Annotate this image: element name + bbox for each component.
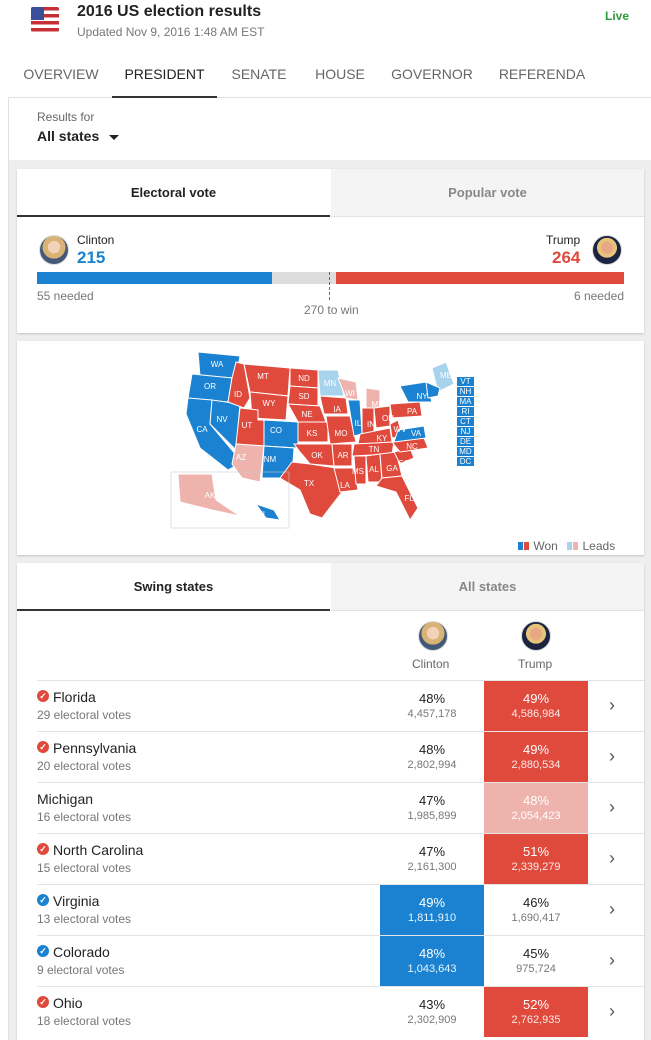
legend-leads-label: Leads (582, 539, 616, 553)
live-badge: Live (604, 9, 629, 23)
svg-text:AZ: AZ (235, 453, 247, 462)
svg-text:WV: WV (393, 425, 407, 434)
us-electoral-map[interactable] (170, 352, 476, 530)
svg-text:LA: LA (340, 481, 350, 490)
tab-president[interactable]: PRESIDENT (112, 52, 217, 98)
electoral-votes: 18 electoral votes (37, 1014, 132, 1028)
state-box-ri[interactable]: RI (457, 407, 474, 416)
trump-avatar (592, 235, 622, 265)
svg-text:PA: PA (406, 407, 418, 416)
svg-text:KS: KS (306, 429, 318, 438)
state-box-ma[interactable]: MA (457, 397, 474, 406)
clinton-percent: 48% (418, 946, 446, 961)
svg-text:NE: NE (301, 410, 313, 419)
svg-text:NM: NM (263, 455, 277, 464)
winner-check-icon: ✓ (37, 996, 49, 1008)
state-row[interactable] (37, 680, 644, 731)
trump-result-cell (484, 783, 588, 833)
state-row[interactable] (37, 884, 644, 935)
clinton-electoral-bar (37, 272, 272, 284)
winner-check-icon: ✓ (37, 741, 49, 753)
svg-text:SC: SC (398, 459, 410, 468)
electoral-votes: 15 electoral votes (37, 861, 132, 875)
clinton-votes: 2,161,300 (407, 861, 457, 873)
state-box-nh[interactable]: NH (457, 387, 474, 396)
tab-electoral-vote[interactable]: Electoral vote (17, 169, 330, 217)
chevron-right-icon[interactable]: › (609, 746, 615, 766)
chevron-down-icon[interactable] (109, 135, 119, 140)
trump-column-header: Trump (518, 657, 553, 671)
svg-text:OH: OH (382, 414, 394, 423)
trump-result-cell (484, 885, 588, 935)
tab-senate[interactable]: SENATE (231, 66, 287, 82)
trump-percent: 49% (522, 691, 550, 706)
state-box-md[interactable]: MD (457, 447, 474, 456)
tab-popular-vote[interactable]: Popular vote (331, 169, 644, 217)
trump-votes: 2,339,279 (511, 861, 561, 873)
state-name: Virginia (53, 893, 100, 909)
svg-text:NY: NY (416, 392, 428, 401)
svg-text:FL: FL (404, 494, 414, 503)
state-filter-dropdown[interactable]: All states (37, 128, 100, 144)
clinton-percent: 48% (418, 742, 446, 757)
winner-check-icon: ✓ (37, 690, 49, 702)
trump-percent: 49% (522, 742, 550, 757)
chevron-right-icon[interactable]: › (609, 695, 615, 715)
state-name: North Carolina (53, 842, 144, 858)
clinton-votes: 1,985,899 (407, 810, 457, 822)
svg-text:WA: WA (210, 360, 224, 369)
section-tabs (9, 52, 651, 98)
svg-text:GA: GA (386, 464, 398, 473)
svg-text:NV: NV (216, 415, 228, 424)
chevron-right-icon[interactable]: › (609, 848, 615, 868)
clinton-votes: 2,302,909 (407, 1014, 457, 1026)
trump-result-cell (484, 834, 588, 884)
winner-check-icon: ✓ (37, 843, 49, 855)
state-box-dc[interactable]: DC (457, 457, 474, 466)
trump-needed: 6 needed (573, 289, 624, 303)
left-divider (8, 97, 9, 1040)
tab-overview[interactable]: OVERVIEW (23, 66, 99, 82)
legend-rep-swatch (524, 542, 529, 550)
svg-text:NC: NC (406, 442, 418, 451)
svg-text:AK: AK (204, 491, 216, 500)
clinton-result-cell (380, 987, 484, 1037)
legend-dem-swatch (518, 542, 523, 550)
clinton-electoral-votes: 215 (77, 248, 106, 267)
clinton-result-cell (380, 732, 484, 782)
svg-text:MT: MT (257, 372, 269, 381)
page-title: 2016 US election results (77, 3, 262, 20)
chevron-right-icon[interactable]: › (609, 899, 615, 919)
clinton-votes: 1,043,643 (407, 963, 457, 975)
clinton-needed: 55 needed (37, 289, 94, 303)
header (0, 0, 651, 48)
state-name: Florida (53, 689, 96, 705)
legend-won-label: Won (533, 539, 558, 553)
electoral-votes: 29 electoral votes (37, 708, 132, 722)
svg-text:HI: HI (257, 510, 265, 519)
winner-check-icon: ✓ (37, 894, 49, 906)
svg-text:WI: WI (345, 389, 355, 398)
svg-text:MO: MO (334, 429, 348, 438)
clinton-percent: 47% (418, 793, 446, 808)
clinton-column-header: Clinton (412, 657, 450, 671)
chevron-right-icon[interactable]: › (609, 1001, 615, 1021)
us-flag-icon (31, 7, 59, 32)
clinton-result-cell (380, 783, 484, 833)
results-for-label: Results for (37, 110, 95, 124)
state-name: Ohio (53, 995, 83, 1011)
svg-text:AL: AL (369, 465, 379, 474)
svg-text:IA: IA (333, 405, 341, 414)
clinton-percent: 47% (418, 844, 446, 859)
trump-percent: 48% (522, 793, 550, 808)
state-box-vt[interactable]: VT (457, 377, 474, 386)
state-row[interactable] (37, 782, 644, 833)
svg-text:CA: CA (196, 425, 208, 434)
svg-text:SD: SD (298, 392, 310, 401)
trump-result-cell (484, 936, 588, 986)
trump-percent: 51% (522, 844, 550, 859)
trump-votes: 975,724 (516, 963, 556, 975)
clinton-result-cell (380, 936, 484, 986)
trump-votes: 2,762,935 (511, 1014, 561, 1026)
trump-result-cell (484, 987, 588, 1037)
svg-text:WY: WY (262, 399, 276, 408)
trump-percent: 52% (522, 997, 550, 1012)
chevron-right-icon[interactable]: › (609, 950, 615, 970)
svg-text:OR: OR (204, 382, 216, 391)
tab-swing-states[interactable]: Swing states (17, 563, 330, 611)
state-box-ct[interactable]: CT (457, 417, 474, 426)
state-row[interactable] (37, 986, 644, 1037)
trump-result-cell (484, 732, 588, 782)
svg-text:KY: KY (376, 434, 388, 443)
clinton-percent: 48% (418, 691, 446, 706)
trump-votes: 2,054,423 (511, 810, 561, 822)
clinton-votes: 4,457,178 (407, 708, 457, 720)
tab-governor[interactable]: GOVERNOR (391, 66, 473, 82)
trump-result-cell (484, 681, 588, 731)
clinton-name: Clinton (77, 233, 115, 247)
tab-all-states[interactable]: All states (331, 563, 644, 611)
state-box-nj[interactable]: NJ (457, 427, 474, 436)
trump-votes: 4,586,984 (511, 708, 561, 720)
clinton-percent: 43% (418, 997, 446, 1012)
legend-dem-lead-swatch (567, 542, 572, 550)
trump-column-avatar (521, 621, 551, 651)
clinton-result-cell (380, 885, 484, 935)
svg-text:TN: TN (368, 445, 380, 454)
win-threshold-marker (329, 272, 330, 300)
trump-percent: 45% (522, 946, 550, 961)
trump-name: Trump (546, 233, 581, 247)
legend-rep-lead-swatch (573, 542, 578, 550)
electoral-votes: 13 electoral votes (37, 912, 132, 926)
winner-check-icon: ✓ (37, 945, 49, 957)
svg-text:AR: AR (337, 451, 349, 460)
trump-votes: 1,690,417 (511, 912, 561, 924)
clinton-avatar (39, 235, 69, 265)
northeast-state-boxes (457, 377, 474, 467)
svg-text:IN: IN (367, 420, 375, 429)
electoral-votes: 9 electoral votes (37, 963, 125, 977)
trump-electoral-bar (336, 272, 624, 284)
clinton-votes: 2,802,994 (407, 759, 457, 771)
svg-text:TX: TX (303, 479, 315, 488)
trump-electoral-votes: 264 (552, 248, 581, 267)
chevron-right-icon[interactable]: › (609, 797, 615, 817)
clinton-votes: 1,811,910 (407, 912, 457, 924)
state-name: Colorado (53, 944, 110, 960)
tab-house[interactable]: HOUSE (315, 66, 365, 82)
svg-text:ND: ND (298, 374, 310, 383)
clinton-column-avatar (418, 621, 448, 651)
clinton-percent: 49% (418, 895, 446, 910)
map-legend (518, 539, 615, 553)
win-threshold-label: 270 to win (304, 303, 359, 317)
state-row[interactable] (37, 833, 644, 884)
svg-text:CO: CO (270, 426, 282, 435)
state-az[interactable] (232, 444, 264, 482)
svg-text:MS: MS (352, 467, 364, 476)
svg-text:ME: ME (440, 371, 452, 380)
trump-votes: 2,880,534 (511, 759, 561, 771)
updated-timestamp: Updated Nov 9, 2016 1:48 AM EST (77, 25, 265, 39)
clinton-result-cell (380, 681, 484, 731)
svg-text:IL: IL (354, 419, 362, 428)
state-name: Michigan (37, 791, 94, 807)
svg-text:VA: VA (410, 429, 422, 438)
svg-text:OK: OK (311, 451, 323, 460)
electoral-votes: 20 electoral votes (37, 759, 132, 773)
state-row[interactable] (37, 935, 644, 986)
state-box-de[interactable]: DE (457, 437, 474, 446)
clinton-result-cell (380, 834, 484, 884)
tab-referenda[interactable]: REFERENDA (498, 66, 586, 82)
svg-text:UT: UT (241, 421, 253, 430)
electoral-votes: 16 electoral votes (37, 810, 132, 824)
svg-text:MN: MN (323, 379, 337, 388)
state-row[interactable] (37, 731, 644, 782)
svg-text:MI: MI (371, 400, 381, 409)
trump-percent: 46% (522, 895, 550, 910)
svg-text:ID: ID (234, 390, 242, 399)
state-name: Pennsylvania (53, 740, 137, 756)
